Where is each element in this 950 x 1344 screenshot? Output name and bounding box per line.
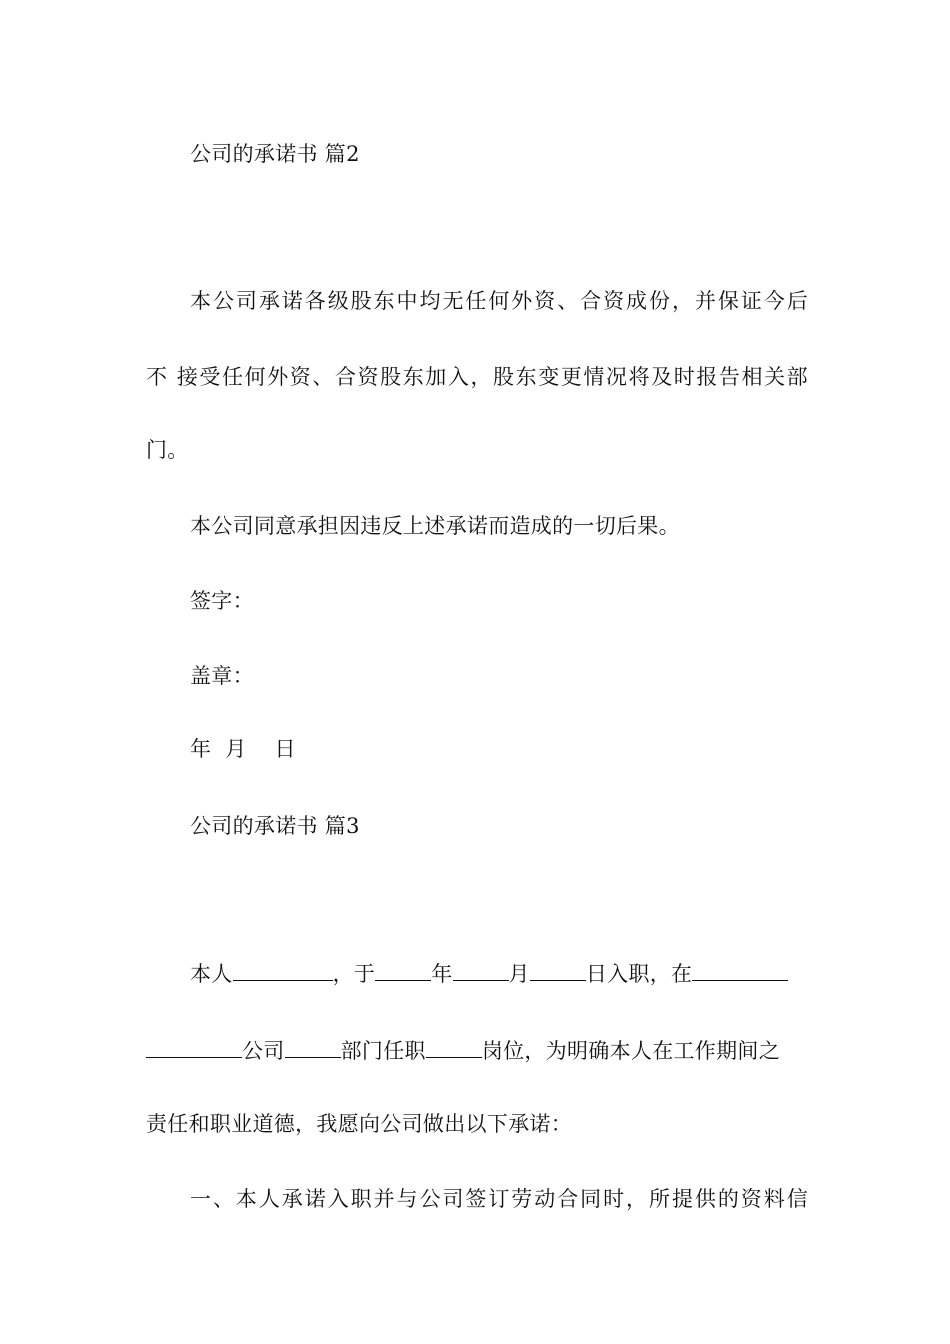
- fill-blank-day[interactable]: [530, 962, 586, 981]
- fill-blank-company-b[interactable]: [146, 1039, 242, 1058]
- paragraph-1-line-3: 门。: [146, 438, 189, 462]
- section-heading-3: 公司的承诺书 篇3: [190, 814, 360, 838]
- fill-blank-year[interactable]: [375, 962, 431, 981]
- fill-blank-department[interactable]: [285, 1039, 341, 1058]
- fill-blank-month[interactable]: [453, 962, 509, 981]
- fill-blank-name[interactable]: [233, 962, 333, 981]
- paragraph-1-line-2: 不 接受任何外资、合资股东加入，股东变更情况将及时报告相关部: [146, 365, 808, 389]
- text-segment: 月: [508, 962, 530, 986]
- paragraph-3-line-2: [146, 1037, 808, 1065]
- text-segment: 年: [431, 962, 453, 986]
- paragraph-3-line-1: [190, 960, 808, 988]
- fill-blank-company-a[interactable]: [692, 962, 788, 981]
- date-line: 年 月 日: [190, 737, 296, 761]
- seal-label: 盖章：: [190, 664, 254, 688]
- text-segment: 公司: [242, 1039, 285, 1063]
- text-segment: 部门任职: [340, 1039, 426, 1063]
- text-segment: ，于: [332, 962, 376, 986]
- paragraph-3-line-3: 责任和职业道德，我愿向公司做出以下承诺：: [146, 1112, 572, 1136]
- signature-label: 签字：: [190, 589, 254, 613]
- fill-blank-position[interactable]: [426, 1039, 482, 1058]
- section-heading-2: 公司的承诺书 篇2: [190, 142, 360, 166]
- text-segment: 本人: [190, 962, 233, 986]
- text-segment: 日入职，在: [585, 962, 693, 986]
- paragraph-1-line-1: 本公司承诺各级股东中均无任何外资、合资成份，并保证今后: [190, 289, 808, 313]
- text-segment: 岗位，为明确本人在工作期间之: [481, 1039, 781, 1063]
- paragraph-2: 本公司同意承担因违反上述承诺而造成的一切后果。: [190, 514, 680, 538]
- paragraph-4-line-1: 一、本人承诺入职并与公司签订劳动合同时，所提供的资料信: [190, 1187, 808, 1211]
